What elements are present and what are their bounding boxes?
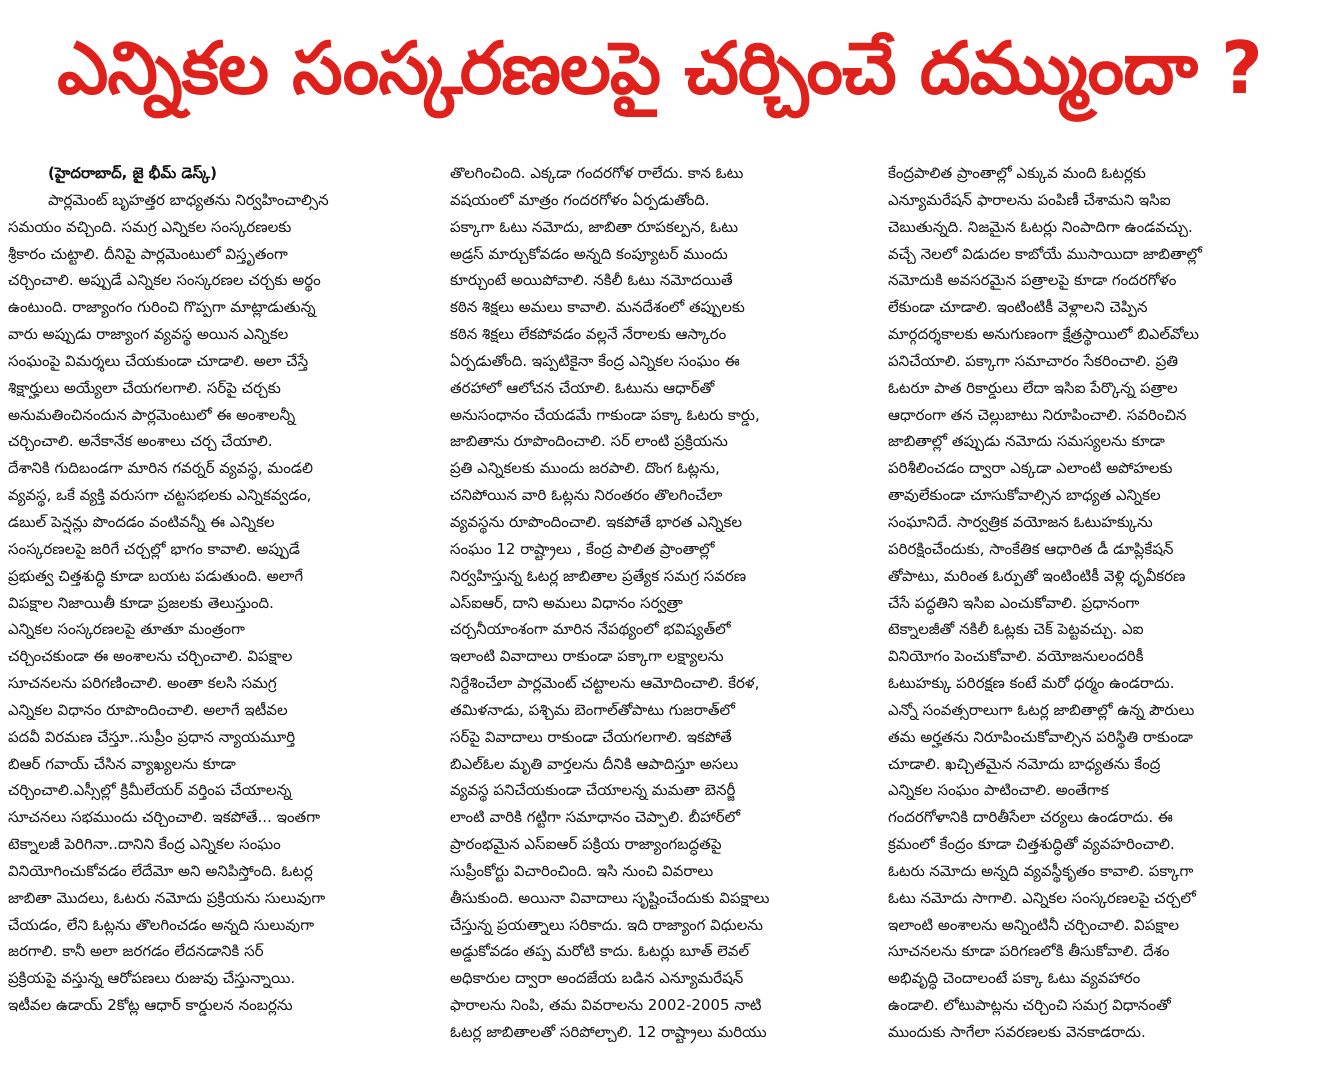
text-line: వ్యవస్థ, ఒకే వ్యక్తి వరుసగా చట్టసభలకు ఎన్నికవ్వడం,	[8, 486, 312, 505]
text-line: అధికారుల ద్వారా అందజేయ బడిన ఎన్యూమరేషన్	[450, 969, 744, 988]
text-line: చూడాలి. ఖచ్చితమైన నమోదు బాధ్యతను కేంద్ర	[888, 754, 1161, 773]
text-line: జాబితాను రూపొందించాలి. సర్ లాంటి ప్రక్రియను	[450, 432, 728, 451]
text-line: ఎస్ఐఆర్, దాని అమలు విధానం సర్వత్రా	[450, 593, 683, 612]
text-line: బిఎల్ఓల మృతి వార్తలను దీనికి ఆపాదిస్తూ అసలు	[450, 754, 739, 773]
text-line: సంఘంపై విమర్శలు చేయకుండా చూడాలి. అలా చేస్తే	[8, 351, 309, 370]
text-line: బిఆర్ గవాయ్ చేసిన వ్యాఖ్యలను కూడా	[8, 754, 236, 773]
text-line: పక్కాగా ఓటు నమోదు, జాబితా రూపకల్పన, ఓటు	[450, 217, 739, 236]
text-line: విపక్షాల నిజాయితీ కూడా ప్రజలకు తెలుస్తుంది.	[8, 593, 274, 612]
text-line: ఇలాంటి అంశాలను అన్నింటినీ చర్చించాలి. విపక్షాల	[888, 915, 1180, 934]
text-line: వచ్చే నెలలో విడుదల కాబోయే ముసాయిదా జాబితాల్లో	[888, 244, 1202, 263]
text-line: శ్రీకారం చుట్టాలి. దీనిపై పార్లమెంటులో విస్తృతంగా	[8, 244, 288, 263]
text-line: వషయంలో మాత్రం గందరగోళం ఏర్పడుతోంది.	[450, 190, 710, 209]
text-line: చెబుతున్నది. నిజమైన ఓటర్లు నింపాదిగా ఉండవచ్చు.	[888, 217, 1193, 236]
text-line: సూచనలను పరిగణించాలి. అంతా కలసి సమగ్ర	[8, 674, 277, 693]
text-line: ఎన్నో సంవత్సరాలుగా ఓటర్ల జాబితాల్లో ఉన్న పౌరులు	[888, 700, 1195, 719]
text-line: నమోదుకి అవసరమైన పత్రాలపై కూడా గందరగోళం	[888, 271, 1177, 290]
text-line: దేశానికి గుదిబండగా మారిన గవర్నర్ వ్యవస్థ, మండలి	[8, 459, 313, 478]
column-1	[8, 160, 423, 1055]
text-line: ఏర్పడుతోంది. ఇప్పటికైనా కేంద్ర ఎన్నికల సంఘం ఈ	[450, 351, 740, 370]
text-line: కఠిన శిక్షలు లేకపోవడం వల్లనే నేరాలకు ఆస్కారం	[450, 325, 727, 344]
text-line: తీసుకుంది. అయినా వివాదాలు సృష్టించేందుకు విపక్షాలు	[450, 888, 770, 907]
text-line: కూర్చుంటే అయిపోవాలి. నకిలీ ఓటు నమోదయితే	[450, 271, 733, 290]
text-line: ఎన్యూమరేషన్ ఫారాలను పంపిణీ చేశామని ఇసిఐ	[888, 190, 1171, 209]
headline: ఎన్నికల సంస్కరణలపై చర్చించే దమ్ముందా ?	[57, 26, 1262, 110]
text-line: ప్రక్రియపై వస్తున్న ఆరోపణలు రుజువు చేస్తున్నాయి.	[8, 969, 296, 988]
text-line: చర్చించాలి.ఎస్సీల్లో క్రిమీలేయర్ వర్తింప చేయాలన్న	[8, 781, 292, 800]
text-line: ఓటర్ల జాబితాలతో సరిపోల్చాలి. 12 రాష్ట్రాలు మరియు	[450, 1023, 767, 1041]
text-line: అభివృద్ధి చెందాలంటే పక్కా ఓటు వ్యవహారం	[888, 969, 1141, 988]
text-line: సంఘం 12 రాష్ట్రాలు , కేంద్ర పాలిత ప్రాంతాల్లో	[450, 539, 715, 558]
text-line: పదవీ విరమణ చేస్తూ..సుప్రీం ప్రధాన న్యాయమూర్తి	[8, 727, 296, 746]
text-line: జాబితాల్లో తప్పుడు నమోదు సమస్యలను కూడా	[888, 432, 1165, 451]
text-line: అడ్డుకోవడం తప్ప మరోటి కాదు. ఓటర్లు బూత్ లెవల్	[450, 942, 750, 961]
text-line: వారు అప్పుడు రాజ్యాంగ వ్యవస్థ అయిన ఎన్నికల	[8, 325, 289, 344]
text-line: శిక్షార్హులు అయ్యేలా చేయగలగాలి. సర్‌పై చర్చకు	[8, 378, 281, 397]
text-line: మార్గదర్శకాలకు అనుగుణంగా క్షేత్రస్థాయిలో బిఎల్‌వోలు	[888, 325, 1199, 344]
text-line: నిర్దేశించేలా పార్లమెంట్ చట్టాలను ఆమోదించాలి. కేరళ,	[450, 674, 760, 693]
text-line: క్రమంలో కేంద్రం కూడా చిత్తశుద్ధితో వ్యవహరించాలి.	[888, 835, 1175, 854]
text-line: తమ అర్హతను నిరూపించుకోవాల్సిన పరిస్థితి రాకుండా	[888, 727, 1193, 746]
text-line: పార్లమెంట్ బృహత్తర బాధ్యతను నిర్వహించాల్సిన	[48, 190, 329, 209]
column-2	[450, 160, 873, 1055]
text-line: జాబితా మొదలు, ఓటరు నమోదు ప్రక్రియను సులువుగా	[8, 888, 326, 907]
article-body	[8, 160, 1308, 1060]
text-line: లేకుండా చూడాలి. ఇంటింటికీ వెళ్లాలని చెప్పిన	[888, 298, 1148, 317]
text-line: సూచనలు సభముందు చర్చించాలి. ఇకపోతే... ఇంతగా	[8, 808, 321, 827]
text-line: చేయడం, లేని ఓట్లను తొలగించడం అన్నది సులువుగా	[8, 915, 315, 934]
text-line: పనిచేయాలి. పక్కాగా సమాచారం సేకరించాలి. ప్రతి	[888, 351, 1178, 370]
text-line: లాంటి వారికి గట్టిగా సమాధానం చెప్పాలి. బీహార్‌లో	[450, 808, 741, 827]
text-line: సంఘానిదే. సార్వత్రిక వయోజన ఓటుహక్కును	[888, 512, 1153, 531]
text-line: ఆధారంగా తన చెల్లుబాటు నిరూపించాలి. సవరించిన	[888, 405, 1187, 424]
text-line: తొలగించింది. ఎక్కడా గందరగోళ రాలేదు. కాన ఓటు	[450, 164, 744, 182]
text-line: ఓటుహక్కు పరిరక్షణ కంటే మరో ధర్మం ఉండరాదు.	[888, 674, 1175, 693]
text-line: చర్చించకుండా ఈ అంశాలను చర్చించాలి. విపక్షాల	[8, 647, 293, 666]
text-line: ఓటు నమోదు సాగాలి. ఎన్నికల సంస్కరణలపై చర్చలో	[888, 888, 1196, 907]
text-line: ఓటరు నమోదు అన్నది వ్యవస్థీకృతం కావాలి. పక్కాగా	[888, 861, 1194, 880]
text-line: సుప్రీంకోర్టు విచారించింది. ఇసి నుంచి వివరాలు	[450, 861, 714, 880]
text-line: చర్చనీయాంశంగా మారిన నేపథ్యంలో భవిష్యత్‌లో	[450, 620, 731, 639]
text-line: ఎన్నికల విధానం రూపొందించాలి. అలాగే ఇటీవల	[8, 700, 288, 719]
text-line: టెక్నాలజీతో నకిలీ ఓట్లకు చెక్ పెట్టవచ్చు. ఎఐ	[888, 620, 1144, 639]
text-line: చేసే పద్ధతిని ఇసిఐ ఎంచుకోవాలి. ప్రధానంగా	[888, 593, 1140, 612]
text-line: చర్చించాలి. అప్పుడే ఎన్నికల సంస్కరణల చర్చకు అర్థం	[8, 271, 321, 290]
text-line: నిర్వహిస్తున్న ఓటర్ల జాబితాల ప్రత్యేక సమగ్ర సవరణ	[450, 566, 747, 585]
text-line: తోపాటు, మరింత ఓర్పుతో ఇంటింటికీ వెళ్లి ధృవీకరణ	[888, 566, 1186, 585]
text-line: కేంద్రపాలిత ప్రాంతాల్లో ఎక్కువ మంది ఓటర్లకు	[888, 164, 1146, 182]
text-line: జరగాలి. కానీ అలా జరగడం లేదనడానికి సర్	[8, 942, 264, 961]
byline: (హైదరాబాద్, జై భీమ్ డెస్క్)	[48, 164, 217, 182]
text-line: అడ్రస్ మార్చుకోవడం అన్నది కంప్యూటర్ ముందు	[450, 244, 728, 263]
text-line: ఇలాంటి వివాదాలు రాకుండా పక్కాగా లక్ష్యాలను	[450, 647, 724, 666]
text-line: ప్రభుత్వ చిత్తశుద్ధి కూడా బయట పడుతుంది. అలాగే	[8, 566, 304, 585]
text-line: సంస్కరణలపై జరిగే చర్చల్లో భాగం కావాలి. అప్పుడే	[8, 539, 300, 558]
text-line: వినియోగించుకోవడం లేదేమో అని అనిపిస్తోంది. ఓటర్ల	[8, 861, 313, 880]
text-line: తమిళనాడు, పశ్చిమ బెంగాల్‌తోపాటు గుజరాత్‌లో	[450, 700, 735, 719]
text-line: డబుల్ పెన్షన్లు పొందడం వంటివన్నీ ఈ ఎన్నికల	[8, 512, 275, 531]
text-line: వ్యవస్థను రూపొందించాలి. ఇకపోతే భారత ఎన్నికల	[450, 512, 743, 531]
text-line: ప్రారంభమైన ఎస్ఐఆర్ పక్రియ రాజ్యాంగబద్ధతపై	[450, 835, 722, 854]
text-line: సమయం వచ్చింది. సమగ్ర ఎన్నికల సంస్కరణలకు	[8, 217, 292, 236]
text-line: వినియోగం పెంచుకోవాలి. వయోజనులందరికీ	[888, 647, 1144, 666]
text-line: ఉండాలి. లోటుపాట్లను చర్చించి సమగ్ర విధానంతో	[888, 996, 1171, 1015]
text-line: సర్‌పై వివాదాలు రాకుండా చేయగలగాలి. ఇకపోతే	[450, 727, 732, 746]
text-line: చనిపోయిన వారి ఓట్లను నిరంతరం తొలగించేలా	[450, 486, 723, 505]
text-line: అనుమతించినందున పార్లమెంటులో ఈ అంశాలన్నీ	[8, 405, 296, 424]
text-line: తరహాలో ఆలోచన చేయాలి. ఓటును ఆధార్‌తో	[450, 378, 715, 397]
text-line: ఉంటుంది. రాజ్యాంగం గురించి గొప్పగా మాట్లాడుతున్న	[8, 298, 316, 317]
text-line: తావులేకుండా చూసుకోవాల్సిన బాధ్యత ఎన్నికల	[888, 486, 1161, 505]
text-line: చేస్తున్న ప్రయత్నాలు సరికాదు. ఇది రాజ్యాంగ విధులను	[450, 915, 763, 934]
text-line: పరిశీలించడం ద్వారా ఎక్కడా ఎలాంటి అపోహలకు	[888, 459, 1173, 478]
column-3	[888, 160, 1308, 1055]
text-line: గందరగోళానికి దారితీసేలా చర్యలు ఉండరాదు. ఈ	[888, 808, 1173, 827]
text-line: ఫారాలను నింపి, తమ వివరాలను 2002-2005 నాటి	[450, 996, 762, 1015]
text-line: ప్రతి ఎన్నికలకు ముందు జరపాలి. దొంగ ఓట్లను,	[450, 459, 720, 478]
text-line: కఠిన శిక్షలు అమలు కావాలి. మనదేశంలో తప్పులకు	[450, 298, 745, 317]
text-line: ఇటీవల ఉడాయ్ 2కోట్ల ఆధార్ కార్డులన నంబర్లను	[8, 996, 293, 1015]
text-line: అనుసంధానం చేయడమే గాకుండా పక్కా ఓటరు కార్డు,	[450, 405, 760, 424]
text-line: సూచనలను కూడా పరిగణలోకి తీసుకోవాలి. దేశం	[888, 942, 1170, 961]
text-line: వ్యవస్థ పనిచేయకుండా చేయాలన్న మమతా బెనర్జీ	[450, 781, 736, 800]
text-line: ముందుకు సాగేలా సవరణలకు వెనకాడరాదు.	[888, 1023, 1146, 1041]
text-line: ఓటరూ పాత రికార్డులు లేదా ఇసిఐ పేర్కొన్న పత్రాల	[888, 378, 1178, 397]
text-line: పరిరక్షించేందుకు, సాంకేతిక ఆధారిత డీ డూప్లికేషన్	[888, 539, 1174, 558]
text-line: చర్చించాలి. అనేకానేక అంశాలు చర్చ చేయాలి.	[8, 432, 273, 451]
text-line: ఎన్నికల సంస్కరణలపై తూతూ మంత్రంగా	[8, 620, 245, 639]
text-line: ఎన్నికల సంఘం పాటించాలి. అంతేగాక	[888, 781, 1109, 800]
text-line: టెక్నాలజీ పెరిగినా..దానిని కేంద్ర ఎన్నికల సంఘం	[8, 835, 281, 854]
